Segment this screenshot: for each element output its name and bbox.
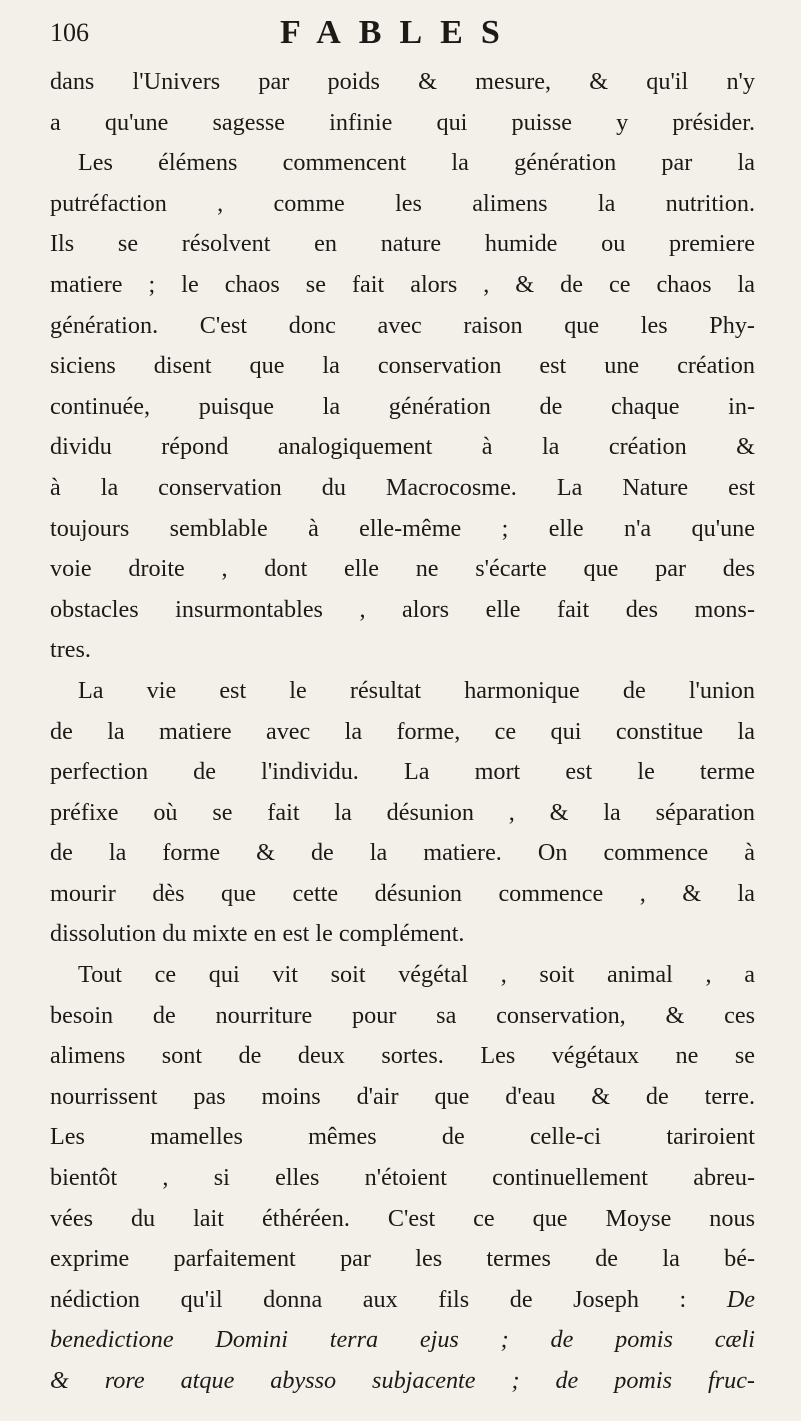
text-line: toujours semblable à elle-même ; elle n'a qu'une [50,514,755,542]
text-line: dividu répond analogiquement à la création & [50,433,755,461]
text-line [50,1280,755,1321]
italic-quote-line: & rore atque abysso subjacente ; de pomis fruc- [50,1367,755,1394]
text-line: Les élémens commencent la génération par la [78,149,755,177]
text-line: dissolution du mixte en est le complément. [50,920,465,948]
running-title: FABLES [280,14,518,51]
text-line: voie droite , dont elle ne s'écarte que par des [50,555,755,583]
text-line: matiere ; le chaos se fait alors , & de ce chaos la [50,270,755,298]
text-line: alimens sont de deux sortes. Les végétaux ne se [50,1042,755,1070]
text-line: bientôt , si elles n'étoient continuellement abreu- [50,1164,755,1192]
text-line: continuée, puisque la génération de chaque in- [50,392,755,420]
italic-quote: De [726,1285,756,1313]
text-line: de la forme & de la matiere. On commence à [50,839,755,867]
text-line: perfection de l'individu. La mort est le terme [50,758,755,786]
page-header [50,14,761,58]
text-line: dans l'Univers par poids & mesure, & qu'il n'y [50,68,755,95]
text-line: vées du lait éthéréen. C'est ce que Moyse nous [50,1204,755,1232]
body-text [50,62,755,1402]
text-line: besoin de nourriture pour sa conservation, & ces [50,1001,755,1029]
page-number: 106 [50,18,89,47]
text-line: mourir dès que cette désunion commence , & la [50,879,755,907]
text-line: préfixe où se fait la désunion , & la séparation [50,798,755,826]
text-line: génération. C'est donc avec raison que les Phy- [50,311,755,339]
text-line: de la matiere avec la forme, ce qui constitue la [50,717,755,745]
text-line: a qu'une sagesse infinie qui puisse y présider. [50,108,755,136]
text-line: Les mamelles mêmes de celle-ci tariroient [50,1123,755,1151]
italic-quote-line: benedictione Domini terra ejus ; de pomis cæli [50,1326,755,1354]
text-line: Ils se résolvent en nature humide ou premiere [50,230,755,258]
text-line: nourrissent pas moins d'air que d'eau & de terre. [50,1082,755,1110]
text-line: putréfaction , comme les alimens la nutrition. [50,189,755,217]
text-line: exprime parfaitement par les termes de la bé- [50,1245,755,1273]
text-line: Tout ce qui vit soit végétal , soit animal , a [78,961,755,989]
text-line: tres. [50,636,91,664]
text-line: La vie est le résultat harmonique de l'union [78,676,755,704]
text-line: à la conservation du Macrocosme. La Nature est [50,473,755,501]
text-line: siciens disent que la conservation est une création [50,352,755,380]
text-line: obstacles insurmontables , alors elle fait des mons- [50,595,755,623]
text-segment: nédiction qu'il donna aux fils de Joseph : [50,1285,687,1313]
